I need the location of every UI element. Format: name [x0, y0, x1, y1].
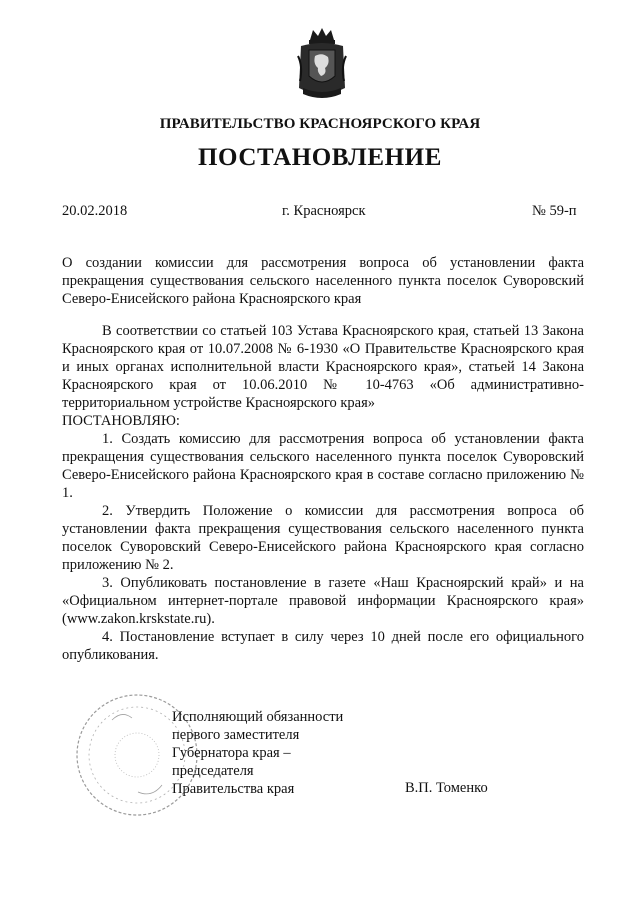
signer-position-line: Исполняющий обязанности — [172, 709, 344, 725]
signer-position-line: председателя — [172, 763, 254, 779]
document-subject: О создании комиссии для рассмотрения вопроса об установлении факта прекращения существования сельского населенного пункта поселок Суворовский Северо-Енисейского района Красноярского края — [62, 255, 584, 307]
document-title: ПОСТАНОВЛЕНИЕ — [197, 144, 443, 171]
item-paragraph: 3. Опубликовать постановление в газете «Наш Красноярский край» и на «Официальном интернет-портале правовой информации Красноярского края» (www.zakon.krskstate.ru). — [62, 575, 584, 627]
signer-position-line: Губернатора края – — [172, 745, 291, 761]
signer-position-line: первого заместителя — [172, 727, 300, 743]
document-number: № 59-п — [532, 203, 577, 219]
organization-name: ПРАВИТЕЛЬСТВО КРАСНОЯРСКОГО КРАЯ — [159, 116, 481, 132]
preamble-paragraph: В соответствии со статьей 103 Устава Красноярского края, статьей 13 Закона Красноярского края от 10.07.2008 № 6-1930 «О Правительстве Красноярского края и иных органах исполнительной власти Красноярского края», статьей 14 Закона Красноярского края от 10.06.2010 № 10-4763 «Об административно-территориальном устройстве Красноярского края» — [62, 323, 584, 411]
resolve-heading: ПОСТАНОВЛЯЮ: — [62, 413, 180, 429]
signer-position — [172, 708, 343, 798]
coat-of-arms-icon — [295, 26, 349, 102]
item-paragraph: 2. Утвердить Положение о комиссии для рассмотрения вопроса об установлении факта прекращения существования сельского населенного пункта поселок Суворовский Северо-Енисейского района Красноярского края согласно приложению № 2. — [62, 503, 584, 573]
signer-position-line: Правительства края — [172, 781, 295, 797]
document-date: 20.02.2018 — [62, 203, 128, 219]
document-body — [62, 322, 584, 664]
item-paragraph: 4. Постановление вступает в силу через 10 дней после его официального опубликования. — [62, 629, 584, 663]
document-city: г. Красноярск — [282, 203, 366, 219]
signer-name: В.П. Томенко — [405, 780, 488, 796]
item-paragraph: 1. Создать комиссию для рассмотрения вопроса об установлении факта прекращения существования сельского населенного пункта поселок Суворовский Северо-Енисейского района Красноярского края в составе согласно приложению № 1. — [62, 431, 584, 501]
